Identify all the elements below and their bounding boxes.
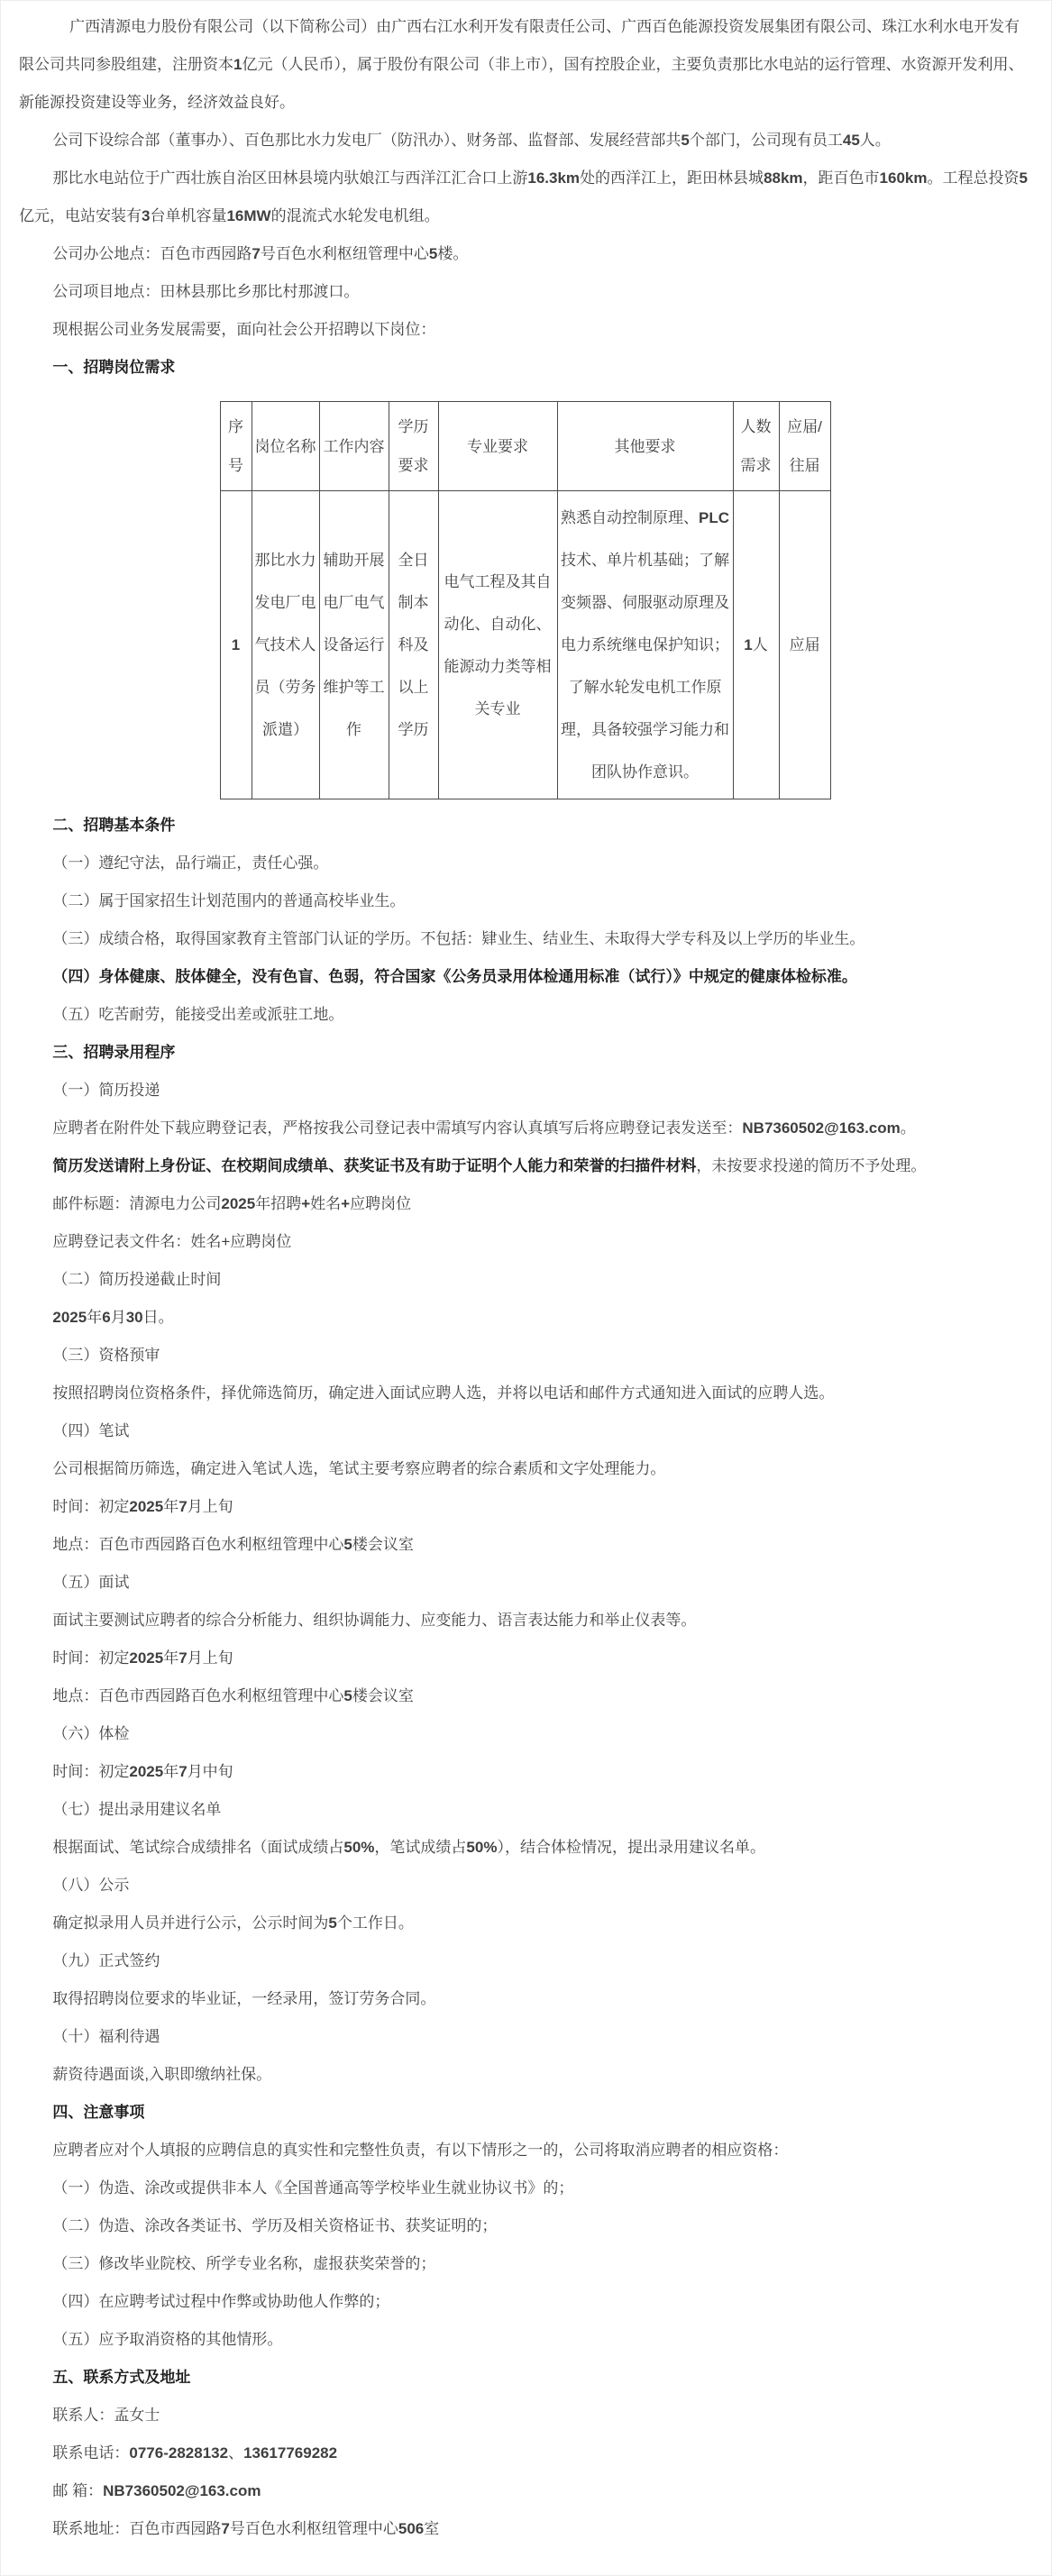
document-body [1, 1, 1051, 2575]
condition-item: （三）成绩合格，取得国家教育主管部门认证的学历。不包括：肄业生、结业生、未取得大学专科及以上学历的毕业生。 [52, 930, 865, 947]
procedure-written-test-time: 时间：初定2025年7月上旬 [52, 1498, 233, 1515]
notice-item: （四）在应聘考试过程中作弊或协助他人作弊的； [52, 2293, 390, 2310]
notice-item: （五）应予取消资格的其他情形。 [52, 2331, 283, 2348]
procedure-signing: 取得招聘岗位要求的毕业证，一经录用，签订劳务合同。 [52, 1990, 436, 2007]
condition-item: （四）身体健康、肢体健全，没有色盲、色弱，符合国家《公务员录用体检通用标准（试行）》中规定的健康体检标准。 [52, 968, 857, 985]
col-header-education: 学历要求 [389, 402, 438, 491]
col-header-duty: 工作内容 [319, 402, 389, 491]
procedure-written-test-place: 地点：百色市西园路百色水利枢纽管理中心5楼会议室 [52, 1536, 414, 1553]
procedure-interview-place: 地点：百色市西园路百色水利枢纽管理中心5楼会议室 [52, 1687, 414, 1704]
contact-person: 联系人：孟女士 [52, 2407, 160, 2424]
procedure-interview-time: 时间：初定2025年7月上旬 [52, 1649, 233, 1667]
procedure-interview: 面试主要测试应聘者的综合分析能力、组织协调能力、应变能力、语言表达能力和举止仪表等。 [52, 1612, 697, 1629]
cell-education: 全日制本科及以上学历 [389, 491, 438, 799]
procedure-step-heading: （五）面试 [52, 1574, 130, 1591]
section-title-contact: 五、联系方式及地址 [52, 2369, 191, 2386]
cell-duty: 辅助开展电厂电气设备运行维护等工作 [319, 491, 389, 799]
intro-office-location: 公司办公地点：百色市西园路7号百色水利枢纽管理中心5楼。 [52, 245, 469, 262]
condition-item: （二）属于国家招生计划范围内的普通高校毕业生。 [52, 892, 406, 909]
procedure-step-heading: （九）正式签约 [52, 1952, 160, 1969]
section-title-positions: 一、招聘岗位需求 [52, 359, 176, 376]
procedure-resume-delivery: 应聘者在附件处下载应聘登记表，严格按我公司登记表中需填写内容认真填写后将应聘登记表发送至：NB7360502@163.com。 [52, 1119, 916, 1137]
procedure-prequalification: 按照招聘岗位资格条件，择优筛选简历，确定进入面试应聘人选，并将以电话和邮件方式通知进入面试的应聘人选。 [52, 1384, 835, 1402]
section-title-procedure: 三、招聘录用程序 [52, 1044, 176, 1061]
procedure-step-heading: （二）简历投递截止时间 [52, 1271, 222, 1288]
procedure-welfare: 薪资待遇面谈,入职即缴纳社保。 [52, 2066, 272, 2083]
procedure-deadline: 2025年6月30日。 [52, 1309, 174, 1326]
cell-position-name: 那比水力发电厂电气技术人员（劳务派遣） [252, 491, 319, 799]
intro-project-location: 公司项目地点：田林县那比乡那比村那渡口。 [52, 283, 360, 300]
col-header-count: 人数需求 [733, 402, 779, 491]
section-title-notices: 四、注意事项 [52, 2104, 145, 2121]
positions-table [220, 401, 831, 799]
cell-grad-type: 应届 [779, 491, 830, 799]
intro-paragraph-company: 广西清源电力股份有限公司（以下简称公司）由广西右江水利开发有限责任公司、广西百色能源投资发展集团有限公司、珠江水利水电开发有限公司共同参股组建，注册资本1亿元（人民币），属于股份有限公司（非上市），国有控股企业，主要负责那比水电站的运行管理、水资源开发利用、新能源投资建设等业务，经济效益良好。 [19, 18, 1024, 111]
notice-item: （三）修改毕业院校、所学专业名称，虚报获奖荣誉的； [52, 2255, 436, 2272]
procedure-step-heading: （四）笔试 [52, 1422, 130, 1439]
procedure-file-name: 应聘登记表文件名：姓名+应聘岗位 [52, 1233, 292, 1250]
procedure-step-heading: （七）提出录用建议名单 [52, 1801, 222, 1818]
procedure-written-test: 公司根据简历筛选，确定进入笔试人选，笔试主要考察应聘者的综合素质和文字处理能力。 [52, 1460, 666, 1477]
positions-table-row [220, 491, 830, 799]
procedure-step-heading: （八）公示 [52, 1877, 130, 1894]
cell-no: 1 [220, 491, 252, 799]
procedure-email-subject: 邮件标题：清源电力公司2025年招聘+姓名+应聘岗位 [52, 1195, 412, 1212]
section-title-conditions: 二、招聘基本条件 [52, 817, 176, 834]
condition-item: （一）遵纪守法，品行端正，责任心强。 [52, 854, 329, 872]
procedure-step-heading: （十）福利待遇 [52, 2028, 160, 2045]
procedure-step-heading: （六）体检 [52, 1725, 130, 1742]
positions-table-header-row [220, 402, 830, 491]
procedure-resume-note [19, 1147, 1031, 1185]
notice-item: （二）伪造、涂改各类证书、学历及相关资格证书、获奖证明的； [52, 2217, 498, 2234]
contact-phone: 联系电话：0776-2828132、13617769282 [52, 2444, 338, 2462]
notice-item: （一）伪造、涂改或提供非本人《全国普通高等学校毕业生就业协议书》的； [52, 2179, 574, 2197]
contact-email: 邮 箱：NB7360502@163.com [52, 2482, 261, 2499]
procedure-step-heading: （三）资格预审 [52, 1347, 160, 1364]
procedure-physical-exam-time: 时间：初定2025年7月中旬 [52, 1763, 233, 1780]
intro-paragraph-station: 那比水电站位于广西壮族自治区田林县境内驮娘江与西洋江汇合口上游16.3km处的西洋江上，距田林县城88km，距百色市160km。工程总投资5亿元，电站安装有3台单机容量16MW的混流式水轮发电机组。 [19, 169, 1028, 224]
col-header-major: 专业要求 [438, 402, 557, 491]
col-header-no: 序号 [220, 402, 252, 491]
notices-lead: 应聘者应对个人填报的应聘信息的真实性和完整性负责，有以下情形之一的，公司将取消应聘者的相应资格： [52, 2142, 789, 2159]
procedure-step-heading: （一）简历投递 [52, 1082, 160, 1099]
cell-count: 1人 [733, 491, 779, 799]
col-header-position: 岗位名称 [252, 402, 319, 491]
procedure-publicity: 确定拟录用人员并进行公示，公示时间为5个工作日。 [52, 1914, 414, 1932]
condition-item: （五）吃苦耐劳，能接受出差或派驻工地。 [52, 1006, 344, 1023]
procedure-recommendation-list: 根据面试、笔试综合成绩排名（面试成绩占50%，笔试成绩占50%），结合体检情况，提出录用建议名单。 [52, 1839, 765, 1856]
procedure-resume-note-bold: 简历发送请附上身份证、在校期间成绩单、获奖证书及有助于证明个人能力和荣誉的扫描件材料 [52, 1157, 697, 1174]
cell-other-requirements: 熟悉自动控制原理、PLC技术、单片机基础；了解变频器、伺服驱动原理及电力系统继电保护知识；了解水轮发电机工作原理，具备较强学习能力和团队协作意识。 [557, 491, 733, 799]
intro-paragraph-departments: 公司下设综合部（董事办）、百色那比水力发电厂（防汛办）、财务部、监督部、发展经营部共5个部门，公司现有员工45人。 [52, 132, 891, 149]
procedure-resume-note-rest: ，未按要求投递的简历不予处理。 [696, 1157, 927, 1174]
col-header-grad-type: 应届/往届 [779, 402, 830, 491]
col-header-other: 其他要求 [557, 402, 733, 491]
contact-address: 联系地址：百色市西园路7号百色水利枢纽管理中心506室 [52, 2520, 440, 2537]
cell-major: 电气工程及其自动化、自动化、能源动力类等相关专业 [438, 491, 557, 799]
intro-opening-line: 现根据公司业务发展需要，面向社会公开招聘以下岗位： [52, 321, 436, 338]
